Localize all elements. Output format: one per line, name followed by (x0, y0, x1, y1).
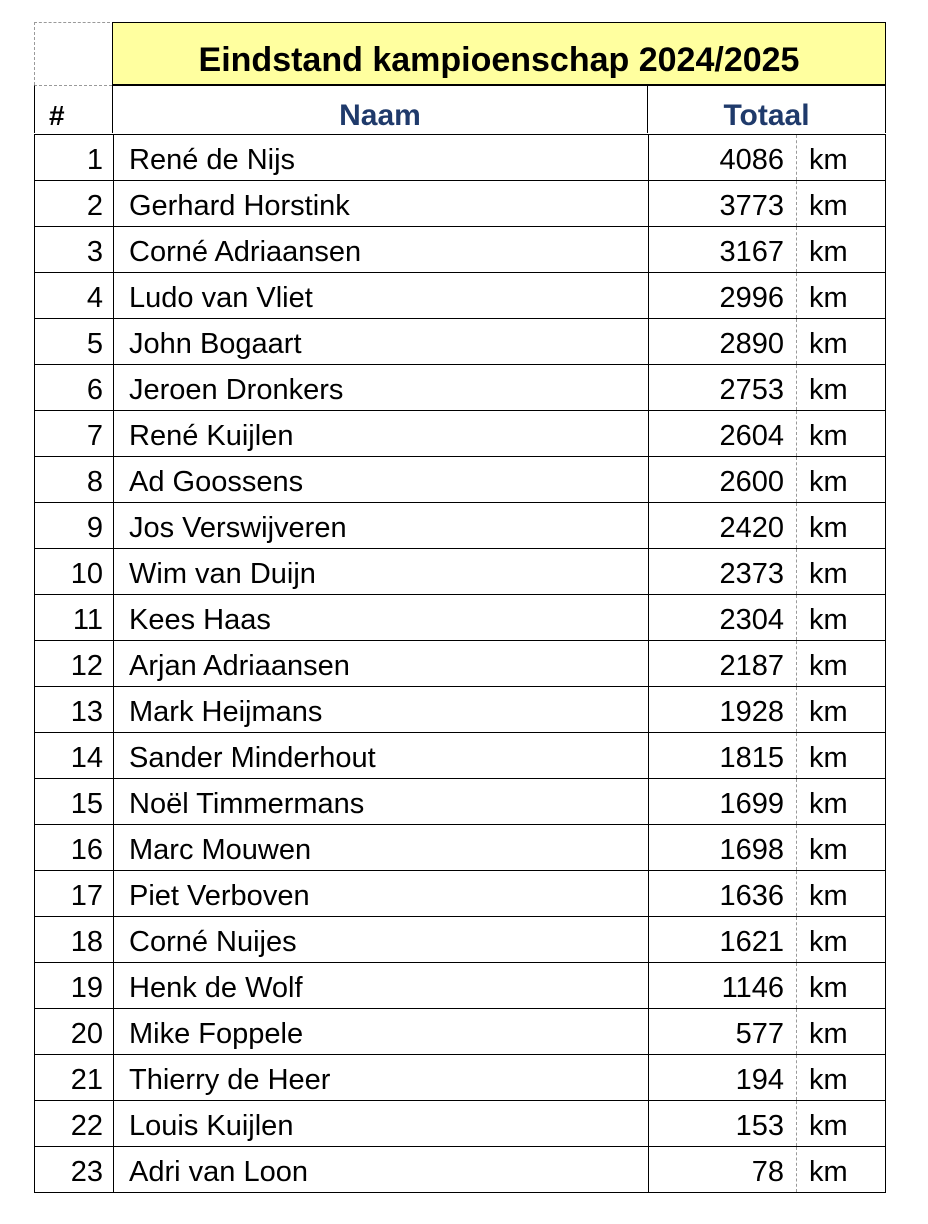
name-cell[interactable]: Henk de Wolf (113, 963, 648, 1008)
table-row (34, 365, 886, 411)
table-row (34, 135, 886, 181)
rank-cell[interactable]: 17 (70, 880, 103, 912)
unit-cell[interactable]: km (796, 871, 884, 916)
table-row (34, 411, 886, 457)
total-cell[interactable]: 1815 (648, 733, 796, 778)
unit-cell[interactable]: km (796, 917, 884, 962)
unit-cell[interactable]: km (796, 549, 884, 594)
name-cell[interactable]: Kees Haas (113, 595, 648, 640)
header-row (34, 85, 886, 135)
rank-cell[interactable]: 21 (70, 1064, 103, 1096)
unit-cell[interactable]: km (796, 457, 884, 502)
total-cell[interactable]: 194 (648, 1055, 796, 1100)
total-cell[interactable]: 1146 (648, 963, 796, 1008)
table-row (34, 273, 886, 319)
rank-cell[interactable]: 7 (86, 420, 103, 452)
rank-cell[interactable]: 16 (70, 834, 103, 866)
total-cell[interactable]: 1636 (648, 871, 796, 916)
rank-cell[interactable]: 1 (86, 144, 103, 176)
total-cell[interactable]: 2304 (648, 595, 796, 640)
unit-cell[interactable]: km (796, 1009, 884, 1054)
unit-cell[interactable]: km (796, 1101, 884, 1146)
header-rank[interactable]: # (34, 85, 112, 133)
name-cell[interactable]: Adri van Loon (113, 1147, 648, 1192)
total-cell[interactable]: 1621 (648, 917, 796, 962)
total-cell[interactable]: 1698 (648, 825, 796, 870)
table-row (34, 687, 886, 733)
table-row (34, 1009, 886, 1055)
rank-cell[interactable]: 8 (86, 466, 103, 498)
rank-cell[interactable]: 9 (86, 512, 103, 544)
table-row (34, 503, 886, 549)
table-row (34, 549, 886, 595)
total-cell[interactable]: 577 (648, 1009, 796, 1054)
rank-cell[interactable]: 20 (70, 1018, 103, 1050)
table-row (34, 319, 886, 365)
standings-sheet (34, 22, 886, 1193)
rank-cell[interactable]: 3 (86, 236, 103, 268)
unit-cell[interactable]: km (796, 1147, 884, 1192)
total-cell[interactable]: 2187 (648, 641, 796, 686)
rank-cell[interactable]: 18 (70, 926, 103, 958)
rank-cell[interactable]: 23 (70, 1156, 103, 1188)
table-row (34, 641, 886, 687)
header-total[interactable]: Totaal (647, 85, 886, 133)
name-cell[interactable]: Louis Kuijlen (113, 1101, 648, 1146)
rank-cell[interactable]: 19 (70, 972, 103, 1004)
unit-cell[interactable]: km (796, 733, 884, 778)
unit-cell[interactable]: km (796, 273, 884, 318)
table-row (34, 457, 886, 503)
unit-cell[interactable]: km (796, 227, 884, 272)
standings-rows (34, 135, 886, 1193)
total-cell[interactable]: 78 (648, 1147, 796, 1192)
total-cell[interactable]: 4086 (648, 135, 796, 180)
rank-cell[interactable]: 14 (70, 742, 103, 774)
total-cell[interactable]: 1699 (648, 779, 796, 824)
name-cell[interactable]: Corné Adriaansen (113, 227, 648, 272)
name-cell[interactable]: René de Nijs (113, 135, 648, 180)
name-cell[interactable]: Wim van Duijn (113, 549, 648, 594)
table-row (34, 227, 886, 273)
unit-cell[interactable]: km (796, 1055, 884, 1100)
rank-cell[interactable]: 12 (70, 650, 103, 682)
name-cell[interactable]: Piet Verboven (113, 871, 648, 916)
table-row (34, 595, 886, 641)
name-cell[interactable]: Ludo van Vliet (113, 273, 648, 318)
name-cell[interactable]: Jeroen Dronkers (113, 365, 648, 410)
total-cell[interactable]: 153 (648, 1101, 796, 1146)
total-cell[interactable]: 2996 (648, 273, 796, 318)
total-cell[interactable]: 2420 (648, 503, 796, 548)
name-cell[interactable]: René Kuijlen (113, 411, 648, 456)
table-row (34, 733, 886, 779)
name-cell[interactable]: Corné Nuijes (113, 917, 648, 962)
name-cell[interactable]: Jos Verswijveren (113, 503, 648, 548)
unit-cell[interactable]: km (796, 319, 884, 364)
rank-cell[interactable]: 22 (70, 1110, 103, 1142)
unit-cell[interactable]: km (796, 687, 884, 732)
unit-cell[interactable]: km (796, 365, 884, 410)
rank-cell[interactable]: 4 (86, 282, 103, 314)
table-row (34, 917, 886, 963)
name-cell[interactable]: Gerhard Horstink (113, 181, 648, 226)
total-cell[interactable]: 2600 (648, 457, 796, 502)
unit-cell[interactable]: km (796, 503, 884, 548)
name-cell[interactable]: Mark Heijmans (113, 687, 648, 732)
table-row (34, 1101, 886, 1147)
table-row (34, 825, 886, 871)
total-cell[interactable]: 3773 (648, 181, 796, 226)
table-row (34, 1147, 886, 1193)
total-cell[interactable]: 2890 (648, 319, 796, 364)
unit-cell[interactable]: km (796, 135, 884, 180)
unit-cell[interactable]: km (796, 641, 884, 686)
total-cell[interactable]: 2753 (648, 365, 796, 410)
rank-cell[interactable]: 13 (70, 696, 103, 728)
table-row (34, 1055, 886, 1101)
rank-cell[interactable]: 15 (70, 788, 103, 820)
table-row (34, 181, 886, 227)
name-cell[interactable]: John Bogaart (113, 319, 648, 364)
header-name[interactable]: Naam (112, 85, 647, 133)
unit-cell[interactable]: km (796, 779, 884, 824)
name-cell[interactable]: Ad Goossens (113, 457, 648, 502)
unit-cell[interactable]: km (796, 963, 884, 1008)
name-cell[interactable]: Thierry de Heer (113, 1055, 648, 1100)
name-cell[interactable]: Marc Mouwen (113, 825, 648, 870)
table-row (34, 963, 886, 1009)
name-cell[interactable]: Noël Timmermans (113, 779, 648, 824)
total-cell[interactable]: 3167 (648, 227, 796, 272)
name-cell[interactable]: Sander Minderhout (113, 733, 648, 778)
unit-cell[interactable]: km (796, 595, 884, 640)
rank-cell[interactable]: 2 (86, 190, 103, 222)
unit-cell[interactable]: km (796, 825, 884, 870)
sheet-title[interactable]: Eindstand kampioenschap 2024/2025 (112, 22, 886, 85)
table-row (34, 871, 886, 917)
unit-cell[interactable]: km (796, 181, 884, 226)
total-cell[interactable]: 2373 (648, 549, 796, 594)
total-cell[interactable]: 2604 (648, 411, 796, 456)
name-cell[interactable]: Mike Foppele (113, 1009, 648, 1054)
rank-cell[interactable]: 10 (70, 558, 103, 590)
corner-cell[interactable] (34, 22, 110, 85)
table-row (34, 779, 886, 825)
rank-cell[interactable]: 5 (86, 328, 103, 360)
rank-cell[interactable]: 6 (86, 374, 103, 406)
rank-cell[interactable]: 11 (72, 604, 103, 636)
name-cell[interactable]: Arjan Adriaansen (113, 641, 648, 686)
total-cell[interactable]: 1928 (648, 687, 796, 732)
title-row (34, 22, 886, 85)
unit-cell[interactable]: km (796, 411, 884, 456)
